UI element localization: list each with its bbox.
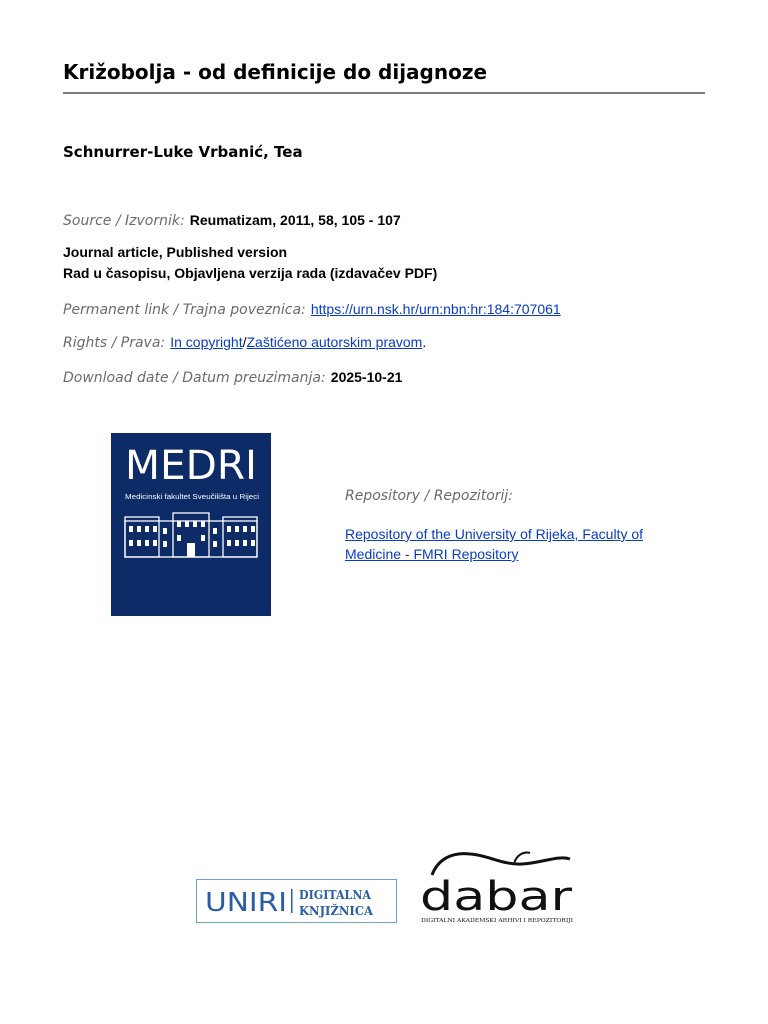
rights-row <box>63 332 426 351</box>
medri-wordmark: MEDRI <box>125 443 257 489</box>
source-row <box>63 210 401 229</box>
rights-label: Rights / Prava: <box>63 335 166 351</box>
repository-link[interactable]: Repository of the University of Rijeka, Faculty of Medicine - FMRI Repository <box>345 526 644 562</box>
medri-building-icon <box>111 433 271 616</box>
rights-link-zasticeno[interactable]: Zaštićeno autorskim pravom <box>246 334 423 350</box>
repository-label: Repository / Repozitorij: <box>345 488 514 504</box>
beaver-icon <box>432 854 570 875</box>
uniri-line-1: DIGITALNA <box>299 888 372 902</box>
title-divider <box>63 92 705 94</box>
type-line-1: Journal article, Published version <box>63 244 288 260</box>
permalink-link[interactable]: https://urn.nsk.hr/urn:nbn:hr:184:707061 <box>310 301 561 317</box>
uniri-wordmark: UNIRI <box>205 888 287 918</box>
author-name: Schnurrer-Luke Vrbanić, Tea <box>63 143 303 161</box>
dabar-wordmark: dabar <box>420 874 573 920</box>
medri-logo <box>111 433 271 616</box>
medri-subtitle: Medicinski fakultet Sveučilišta u Rijeci <box>125 492 260 501</box>
rights-separator: / <box>242 334 247 350</box>
document-title: Križobolja - od definicije do dijagnoze <box>63 60 488 84</box>
permalink-label: Permanent link / Trajna poveznica: <box>63 302 306 318</box>
download-label: Download date / Datum preuzimanja: <box>63 370 326 386</box>
rights-end: . <box>422 334 427 350</box>
uniri-logo <box>196 879 397 923</box>
source-label: Source / Izvornik: <box>63 213 185 229</box>
source-value: Reumatizam, 2011, 58, 105 - 107 <box>189 212 401 228</box>
rights-link-in-copyright[interactable]: In copyright <box>170 334 243 350</box>
permalink-row <box>63 299 561 318</box>
dabar-logo <box>418 845 576 927</box>
download-value: 2025-10-21 <box>330 369 403 385</box>
dabar-subtitle: DIGITALNI AKADEMSKI ARHIVI I REPOZITORIJI <box>421 918 573 924</box>
uniri-line-2: KNJIŽNICA <box>299 904 376 918</box>
type-line-2: Rad u časopisu, Objavljena verzija rada (izdavačev PDF) <box>63 265 438 281</box>
download-row <box>63 367 402 386</box>
